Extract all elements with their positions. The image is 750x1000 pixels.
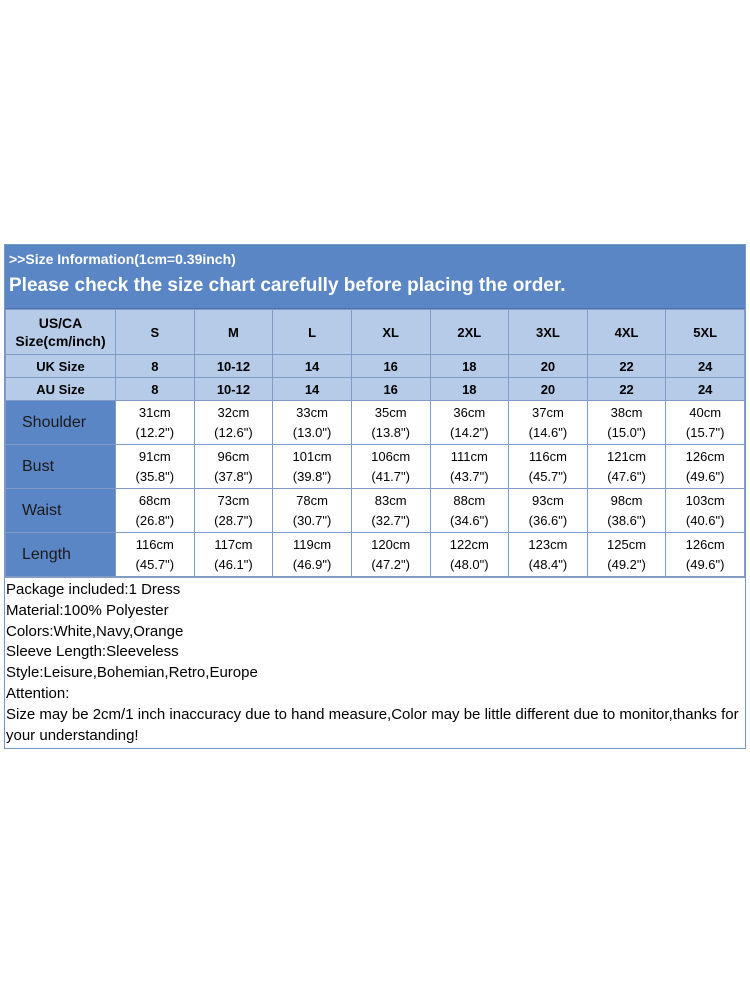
measurement-cm: 33cm: [296, 404, 328, 420]
measurement-inch: (47.2"): [371, 556, 410, 572]
measurement-cm: 96cm: [217, 448, 250, 464]
size-info-title: >>Size Information(1cm=0.39inch): [9, 251, 236, 267]
measurement-inch: (45.7"): [528, 468, 568, 484]
measurement-cm: 91cm: [138, 448, 171, 464]
measurement-inch: (15.7"): [685, 424, 725, 440]
measurement-cell: [351, 533, 430, 577]
measurement-cell: [273, 401, 352, 445]
measurement-cell: [666, 489, 745, 533]
measurement-inch: (14.2"): [450, 424, 489, 440]
size-header-cell: XL: [351, 310, 430, 355]
measurement-cm: 88cm: [453, 492, 486, 508]
measurement-row: [6, 445, 745, 489]
size-header-cell: 2XL: [430, 310, 509, 355]
measurement-cell: [587, 489, 666, 533]
measurement-cm: 73cm: [217, 492, 250, 508]
size-header-cell: 3XL: [509, 310, 588, 355]
region-size-cell: 22: [587, 355, 666, 378]
region-size-cell: 20: [509, 378, 588, 401]
measurement-inch: (47.6"): [607, 468, 646, 484]
measurement-inch: (39.8"): [292, 468, 332, 484]
measurement-inch: (49.6"): [685, 468, 725, 484]
measurement-cell: [116, 533, 195, 577]
region-size-cell: 10-12: [194, 355, 273, 378]
region-size-cell: 14: [273, 378, 352, 401]
measurement-inch: (28.7"): [214, 512, 253, 528]
measurement-inch: (30.7"): [292, 512, 332, 528]
measurement-inch: (41.7"): [371, 468, 410, 484]
measurement-cm: 68cm: [138, 492, 171, 508]
measurement-cell: [351, 445, 430, 489]
measurement-inch: (49.2"): [607, 556, 646, 572]
measurement-cell: [273, 533, 352, 577]
measurement-label: Waist: [6, 489, 116, 533]
measurement-cell: [587, 401, 666, 445]
measurement-cell: [509, 533, 588, 577]
region-size-cell: 24: [666, 355, 745, 378]
measurement-inch: (40.6"): [685, 512, 725, 528]
measurement-cell: [587, 533, 666, 577]
size-info-banner: [5, 245, 745, 309]
measurement-cm: 119cm: [293, 536, 332, 552]
measurement-cm: 32cm: [217, 404, 250, 420]
measurement-cm: 103cm: [685, 492, 725, 508]
measurement-label: Bust: [6, 445, 116, 489]
measurement-cm: 116cm: [528, 448, 567, 464]
measurement-inch: (12.6"): [214, 424, 253, 440]
region-size-cell: 8: [116, 355, 195, 378]
measurement-label: Length: [6, 533, 116, 577]
measurement-cm: 106cm: [371, 448, 411, 464]
measurement-cell: [666, 533, 745, 577]
measurement-cm: 116cm: [135, 536, 174, 552]
measurement-cell: [116, 401, 195, 445]
region-size-cell: 8: [116, 378, 195, 401]
measurement-cm: 126cm: [685, 448, 725, 464]
measurement-cell: [194, 445, 273, 489]
us-ca-size-label: [6, 310, 116, 355]
measurement-inch: (48.0"): [450, 556, 489, 572]
measurement-cm: 123cm: [528, 536, 568, 552]
measurement-inch: (13.0"): [292, 424, 332, 440]
measurement-cell: [509, 445, 588, 489]
measurement-cm: 83cm: [374, 492, 407, 508]
measurement-cm: 40cm: [689, 404, 722, 420]
measurement-inch: (15.0"): [607, 424, 646, 440]
measurement-row: [6, 401, 745, 445]
measurement-cm: 37cm: [532, 404, 564, 420]
measurement-cell: [430, 533, 509, 577]
header-row-us-ca: [6, 310, 745, 355]
measurement-cell: [273, 445, 352, 489]
measurement-cell: [194, 401, 273, 445]
measurement-cell: [509, 489, 588, 533]
measurement-inch: (46.1"): [214, 556, 253, 572]
note-line: Sleeve Length:Sleeveless: [6, 643, 179, 661]
measurement-cm: 38cm: [610, 404, 643, 420]
measurement-cell: [273, 489, 352, 533]
measurement-cm: 125cm: [607, 536, 647, 552]
measurement-row: [6, 533, 745, 577]
measurement-inch: (38.6"): [607, 512, 646, 528]
region-size-cell: 20: [509, 355, 588, 378]
measurement-cm: 111cm: [450, 448, 488, 464]
size-header-cell: 5XL: [666, 310, 745, 355]
size-header-cell: S: [116, 310, 195, 355]
measurement-inch: (32.7"): [371, 512, 410, 528]
measurement-cm: 101cm: [292, 448, 332, 464]
size-header-cell: L: [273, 310, 352, 355]
measurement-inch: (48.4"): [528, 556, 568, 572]
measurement-cm: 122cm: [449, 536, 489, 552]
measurement-cm: 36cm: [453, 404, 486, 420]
measurement-cell: [587, 445, 666, 489]
region-size-cell: 16: [351, 378, 430, 401]
measurement-cm: 126cm: [685, 536, 725, 552]
note-line: Style:Leisure,Bohemian,Retro,Europe: [6, 664, 258, 682]
measurement-inch: (12.2"): [135, 424, 175, 440]
measurement-row: [6, 489, 745, 533]
measurement-cell: [351, 489, 430, 533]
region-size-cell: 16: [351, 355, 430, 378]
measurement-inch: (34.6"): [450, 512, 489, 528]
measurement-cm: 121cm: [607, 448, 647, 464]
note-line: Material:100% Polyester: [6, 601, 169, 619]
measurement-cell: [116, 489, 195, 533]
measurement-cell: [194, 489, 273, 533]
region-row: [6, 355, 745, 378]
region-size-cell: 22: [587, 378, 666, 401]
measurement-inch: (37.8"): [214, 468, 253, 484]
size-chart-table: [5, 309, 745, 577]
measurement-cm: 31cm: [138, 404, 171, 420]
note-line: Package included:1 Dress: [6, 581, 181, 598]
product-notes: [5, 577, 745, 748]
measurement-cm: 93cm: [532, 492, 564, 508]
region-size-cell: 14: [273, 355, 352, 378]
measurement-inch: (36.6"): [528, 512, 568, 528]
size-header-cell: 4XL: [587, 310, 666, 355]
measurement-cell: [430, 489, 509, 533]
region-size-cell: 18: [430, 378, 509, 401]
region-size-cell: 24: [666, 378, 745, 401]
measurement-inch: (14.6"): [528, 424, 568, 440]
size-chart-notice: Please check the size chart carefully before placing the order.: [9, 275, 566, 296]
region-row-label: UK Size: [6, 355, 116, 378]
measurement-cell: [666, 445, 745, 489]
note-line: Size may be 2cm/1 inch inaccuracy due to hand measure,Color may be little different due to monitor,thanks for your understanding!: [6, 705, 739, 744]
size-chart-body: [6, 310, 745, 577]
measurement-cm: 117cm: [214, 536, 253, 552]
measurement-inch: (43.7"): [450, 468, 489, 484]
measurement-inch: (35.8"): [135, 468, 175, 484]
measurement-cell: [430, 445, 509, 489]
region-size-cell: 10-12: [194, 378, 273, 401]
measurement-inch: (46.9"): [292, 556, 332, 572]
us-ca-size-label-line: Size(cm/inch): [15, 333, 106, 349]
size-header-cell: M: [194, 310, 273, 355]
measurement-cm: 98cm: [610, 492, 643, 508]
measurement-inch: (45.7"): [135, 556, 175, 572]
measurement-inch: (26.8"): [135, 512, 175, 528]
us-ca-size-label-line: US/CA: [38, 315, 83, 331]
region-row: [6, 378, 745, 401]
region-row-label: AU Size: [6, 378, 116, 401]
measurement-inch: (13.8"): [371, 424, 410, 440]
measurement-inch: (49.6"): [685, 556, 725, 572]
region-size-cell: 18: [430, 355, 509, 378]
measurement-cm: 120cm: [371, 536, 411, 552]
measurement-cell: [430, 401, 509, 445]
measurement-cell: [509, 401, 588, 445]
measurement-label: Shoulder: [6, 401, 116, 445]
measurement-cell: [194, 533, 273, 577]
size-chart-sheet: [4, 244, 746, 749]
measurement-cm: 35cm: [374, 404, 407, 420]
measurement-cell: [351, 401, 430, 445]
measurement-cm: 78cm: [296, 492, 328, 508]
measurement-cell: [116, 445, 195, 489]
note-line: Attention:: [6, 684, 70, 702]
measurement-cell: [666, 401, 745, 445]
note-line: Colors:White,Navy,Orange: [6, 622, 184, 640]
